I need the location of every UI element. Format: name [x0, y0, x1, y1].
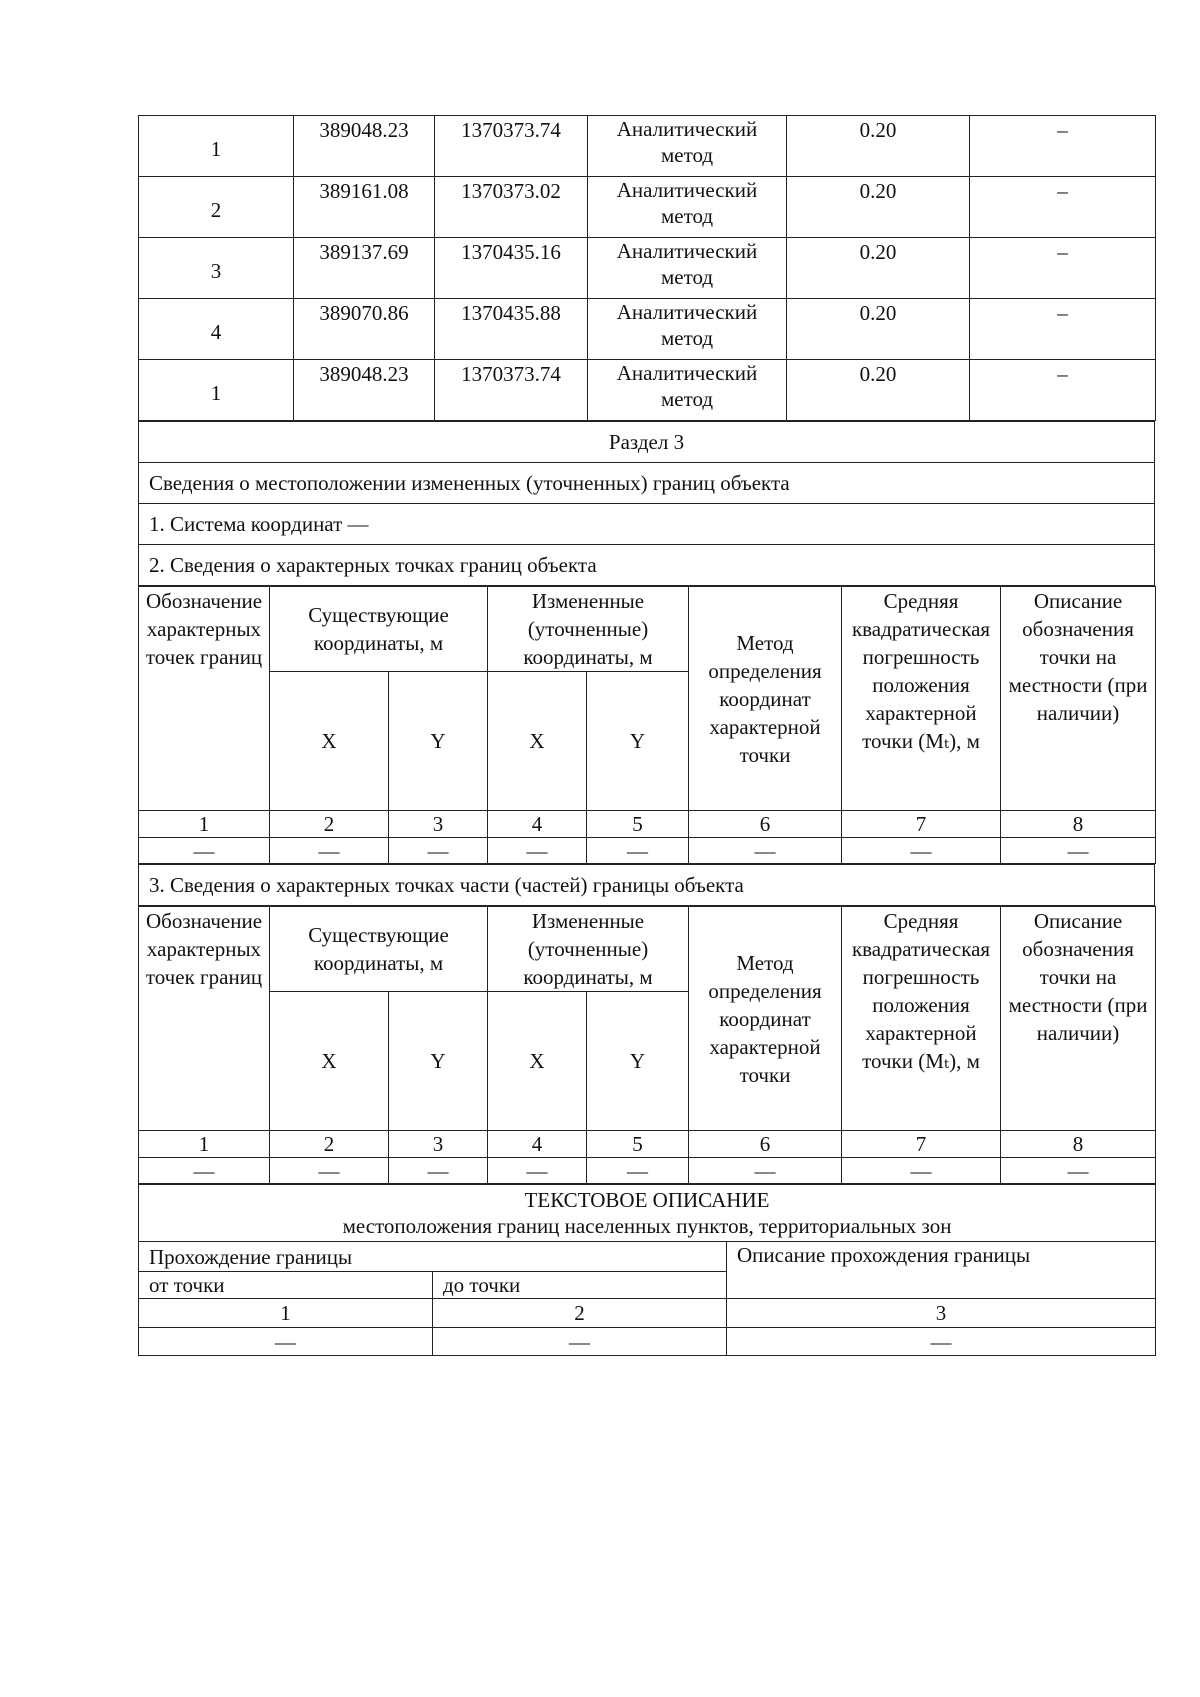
- column-number: 2: [270, 811, 389, 838]
- column-number: 7: [842, 1131, 1001, 1158]
- header-error: Средняя квадратическая погрешность положения характерной точки (Mₜ), м: [842, 587, 1001, 811]
- coordinate-x: 389048.23: [294, 360, 435, 421]
- header-passage-description: Описание прохождения границы: [727, 1242, 1156, 1299]
- empty-cell-dash: —: [139, 1328, 433, 1356]
- text-description-subtitle: местоположения границ населенных пунктов, территориальных зон: [342, 1214, 952, 1238]
- coordinates-row: [139, 360, 1156, 421]
- header-x-changed: X: [488, 672, 587, 811]
- text-description-title-cell: [139, 1185, 1156, 1242]
- header-from-point: от точки: [139, 1272, 433, 1299]
- column-number: 1: [139, 811, 270, 838]
- column-number: 6: [689, 1131, 842, 1158]
- header-passage: Прохождение границы: [139, 1242, 727, 1272]
- column-number: 8: [1001, 811, 1156, 838]
- empty-cell-dash: —: [842, 838, 1001, 864]
- header-existing-coords: Существующие координаты, м: [270, 587, 488, 672]
- point-description: –: [970, 238, 1156, 299]
- coordinate-y: 1370373.02: [435, 177, 588, 238]
- column-number: 1: [139, 1299, 433, 1328]
- column-number: 5: [587, 1131, 689, 1158]
- header-x-existing: X: [270, 992, 389, 1131]
- point-description: –: [970, 360, 1156, 421]
- header-x-changed: X: [488, 992, 587, 1131]
- empty-cell-dash: —: [139, 838, 270, 864]
- points-table: [138, 586, 1156, 864]
- error-value: 0.20: [787, 238, 970, 299]
- empty-cell-dash: —: [389, 838, 488, 864]
- column-number: 3: [389, 1131, 488, 1158]
- text-description-title: ТЕКСТОВОЕ ОПИСАНИЕ: [524, 1188, 770, 1212]
- point-description: –: [970, 116, 1156, 177]
- section-subtitle: Сведения о местоположении измененных (уточненных) границ объекта: [139, 463, 1155, 504]
- document-page: [138, 115, 1155, 1356]
- header-to-point: до точки: [433, 1272, 727, 1299]
- column-number: 3: [727, 1299, 1156, 1328]
- header-description: Описание обозначения точки на местности (при наличии): [1001, 907, 1156, 1131]
- text-description-table: [138, 1184, 1156, 1356]
- coordinate-x: 389161.08: [294, 177, 435, 238]
- empty-cell-dash: —: [433, 1328, 727, 1356]
- error-value: 0.20: [787, 360, 970, 421]
- parts-heading-table: [138, 864, 1155, 906]
- point-number: 1: [139, 116, 294, 177]
- header-changed-coords: Измененные (уточненные) координаты, м: [488, 907, 689, 992]
- part-points-table: [138, 906, 1156, 1184]
- column-number: 4: [488, 811, 587, 838]
- column-number: 5: [587, 811, 689, 838]
- coordinate-y: 1370435.88: [435, 299, 588, 360]
- section-title: Раздел 3: [139, 422, 1155, 463]
- points-heading: 2. Сведения о характерных точках границ объекта: [139, 545, 1155, 586]
- method-cell: Аналитический метод: [588, 238, 787, 299]
- header-y-changed: Y: [587, 672, 689, 811]
- method-cell: Аналитический метод: [588, 116, 787, 177]
- header-method: Метод определения координат характерной точки: [689, 587, 842, 811]
- point-number: 1: [139, 360, 294, 421]
- empty-cell-dash: —: [270, 838, 389, 864]
- section-header-table: [138, 421, 1155, 586]
- empty-cell-dash: —: [689, 1158, 842, 1184]
- empty-cell-dash: —: [842, 1158, 1001, 1184]
- point-description: –: [970, 177, 1156, 238]
- header-existing-coords: Существующие координаты, м: [270, 907, 488, 992]
- point-number: 4: [139, 299, 294, 360]
- header-changed-coords: Измененные (уточненные) координаты, м: [488, 587, 689, 672]
- header-x-existing: X: [270, 672, 389, 811]
- empty-cell-dash: —: [727, 1328, 1156, 1356]
- column-number: 4: [488, 1131, 587, 1158]
- empty-cell-dash: —: [270, 1158, 389, 1184]
- coordinate-y: 1370435.16: [435, 238, 588, 299]
- empty-cell-dash: —: [1001, 1158, 1156, 1184]
- column-number: 7: [842, 811, 1001, 838]
- column-number: 2: [433, 1299, 727, 1328]
- header-method: Метод определения координат характерной точки: [689, 907, 842, 1131]
- method-cell: Аналитический метод: [588, 299, 787, 360]
- empty-cell-dash: —: [689, 838, 842, 864]
- header-y-existing: Y: [389, 672, 488, 811]
- point-number: 2: [139, 177, 294, 238]
- error-value: 0.20: [787, 299, 970, 360]
- header-point-name: Обозначение характерных точек границ: [139, 907, 270, 1131]
- empty-cell-dash: —: [587, 838, 689, 864]
- method-cell: Аналитический метод: [588, 360, 787, 421]
- empty-cell-dash: —: [139, 1158, 270, 1184]
- coordinates-row: [139, 299, 1156, 360]
- method-cell: Аналитический метод: [588, 177, 787, 238]
- header-error: Средняя квадратическая погрешность положения характерной точки (Mₜ), м: [842, 907, 1001, 1131]
- coordinate-y: 1370373.74: [435, 116, 588, 177]
- point-number: 3: [139, 238, 294, 299]
- header-y-existing: Y: [389, 992, 488, 1131]
- empty-cell-dash: —: [1001, 838, 1156, 864]
- coordinates-row: [139, 116, 1156, 177]
- coordinates-row: [139, 238, 1156, 299]
- coordinates-row: [139, 177, 1156, 238]
- column-number: 8: [1001, 1131, 1156, 1158]
- header-point-name: Обозначение характерных точек границ: [139, 587, 270, 811]
- coordinate-x: 389137.69: [294, 238, 435, 299]
- error-value: 0.20: [787, 116, 970, 177]
- coordinate-x: 389048.23: [294, 116, 435, 177]
- error-value: 0.20: [787, 177, 970, 238]
- empty-cell-dash: —: [389, 1158, 488, 1184]
- parts-heading: 3. Сведения о характерных точках части (частей) границы объекта: [139, 865, 1155, 906]
- coord-system-line: 1. Система координат —: [139, 504, 1155, 545]
- header-description: Описание обозначения точки на местности (при наличии): [1001, 587, 1156, 811]
- column-number: 6: [689, 811, 842, 838]
- empty-cell-dash: —: [587, 1158, 689, 1184]
- point-description: –: [970, 299, 1156, 360]
- column-number: 1: [139, 1131, 270, 1158]
- coordinate-y: 1370373.74: [435, 360, 588, 421]
- column-number: 2: [270, 1131, 389, 1158]
- coordinate-x: 389070.86: [294, 299, 435, 360]
- coordinates-table: [138, 115, 1156, 421]
- empty-cell-dash: —: [488, 838, 587, 864]
- column-number: 3: [389, 811, 488, 838]
- header-y-changed: Y: [587, 992, 689, 1131]
- empty-cell-dash: —: [488, 1158, 587, 1184]
